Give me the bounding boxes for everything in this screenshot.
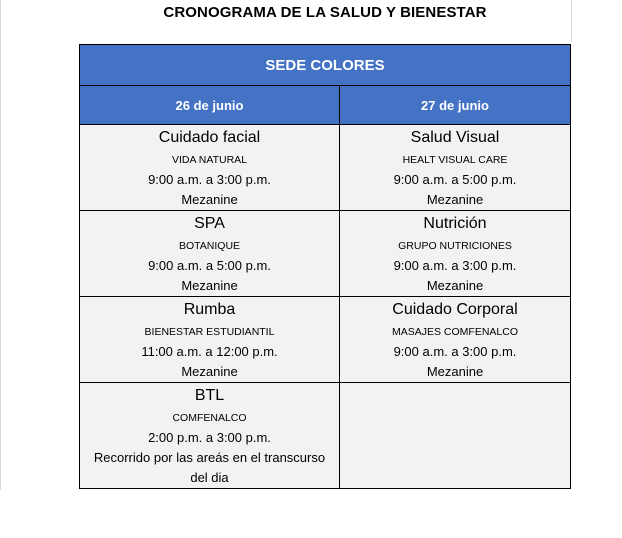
page-title: CRONOGRAMA DE LA SALUD Y BIENESTAR	[163, 4, 487, 21]
event-cell	[340, 297, 571, 383]
event-name: Nutrición	[423, 215, 487, 232]
event-time: 9:00 a.m. a 3:00 p.m.	[393, 258, 517, 273]
event-organizer: VIDA NATURAL	[171, 154, 248, 166]
empty-cell	[340, 383, 571, 489]
event-name: Salud Visual	[410, 129, 500, 146]
sede-header: SEDE COLORES	[80, 45, 571, 86]
event-time: 2:00 p.m. a 3:00 p.m.	[148, 430, 271, 445]
event-place: Mezanine	[181, 278, 238, 293]
page-left-border	[0, 0, 1, 490]
event-organizer: GRUPO NUTRICIONES	[398, 240, 512, 252]
table-row	[80, 125, 571, 211]
event-organizer: MASAJES COMFENALCO	[391, 326, 519, 338]
schedule-table	[79, 44, 571, 489]
event-place: Mezanine	[181, 192, 238, 207]
event-place: Mezanine	[426, 364, 484, 379]
event-place: Mezanine	[426, 278, 484, 293]
event-organizer: BOTANIQUE	[178, 240, 241, 252]
event-name: Cuidado facial	[158, 129, 261, 146]
event-organizer: BIENESTAR ESTUDIANTIL	[144, 326, 275, 338]
date-row	[80, 86, 571, 125]
event-name: SPA	[194, 215, 225, 232]
event-cell	[80, 297, 340, 383]
event-time: 9:00 a.m. a 3:00 p.m.	[148, 172, 271, 187]
event-time: 9:00 a.m. a 5:00 p.m.	[148, 258, 271, 273]
event-name: BTL	[194, 387, 225, 404]
event-cell	[80, 383, 340, 489]
event-organizer: COMFENALCO	[172, 412, 247, 424]
date-header-2: 27 de junio	[340, 86, 571, 125]
event-cell	[340, 211, 571, 297]
event-time: 9:00 a.m. a 3:00 p.m.	[393, 344, 517, 359]
event-time: 9:00 a.m. a 5:00 p.m.	[393, 172, 517, 187]
event-cell	[80, 211, 340, 297]
event-cell	[340, 125, 571, 211]
event-place-note: Recorrido por las areás en el transcurso del dia	[93, 450, 326, 485]
event-place: Mezanine	[181, 364, 238, 379]
table-row	[80, 383, 571, 489]
event-place: Mezanine	[426, 192, 484, 207]
table-row	[80, 211, 571, 297]
event-organizer: HEALT VISUAL CARE	[402, 154, 508, 166]
event-name: Rumba	[183, 301, 236, 318]
date-header-1: 26 de junio	[80, 86, 340, 125]
event-cell	[80, 125, 340, 211]
table-row	[80, 297, 571, 383]
event-name: Cuidado Corporal	[392, 301, 518, 318]
table-header-row	[80, 45, 571, 86]
event-time: 11:00 a.m. a 12:00 p.m.	[141, 344, 278, 359]
